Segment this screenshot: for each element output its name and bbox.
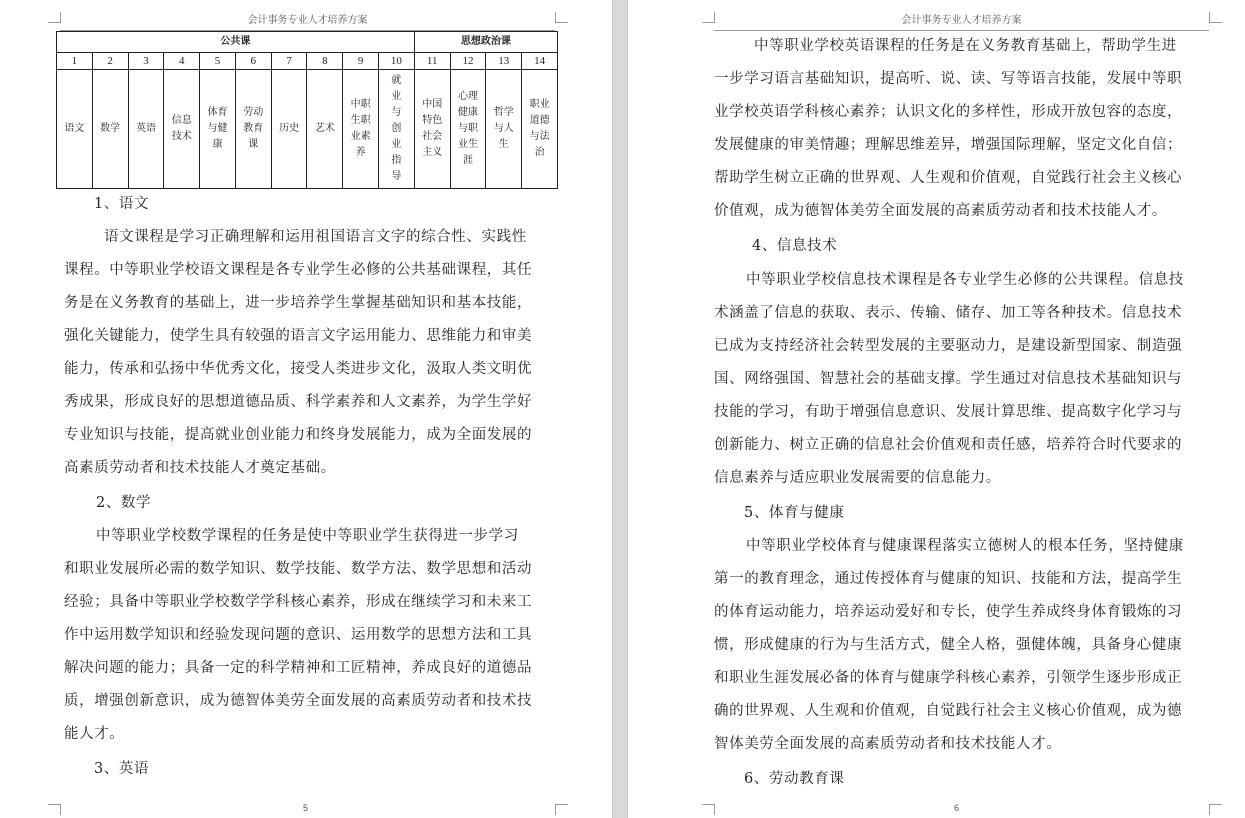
paragraph-line: 秀成果，形成良好的思想道德品质、科学素养和人文素养，为学生学好 xyxy=(64,394,533,410)
course-name-cell: 劳动教育课 xyxy=(243,107,264,150)
section-heading-english: 3、英语 xyxy=(94,761,150,777)
course-name-cell: 英语 xyxy=(135,123,156,134)
table-num-cell: 13 xyxy=(486,53,522,70)
table-num-cell: 6 xyxy=(235,53,271,70)
crop-mark-top-right xyxy=(1209,12,1222,23)
table-num-cell: 8 xyxy=(307,53,343,70)
section-heading-labor-edu: 6、劳动教育课 xyxy=(744,771,845,787)
table-num-cell: 2 xyxy=(92,53,128,70)
paragraph-line: 中等职业学校数学课程的任务是使中等职业学生获得进一步学习 xyxy=(96,528,519,544)
paragraph-line: 的体育运动能力，培养运动爱好和专长，使学生养成终身体育锻炼的习 xyxy=(714,604,1183,620)
course-name-cell: 就业与创业指导 xyxy=(391,75,402,182)
table-num-cell: 11 xyxy=(414,53,450,70)
paragraph-line: 高素质劳动者和技术技能人才奠定基础。 xyxy=(64,460,336,476)
paragraph-line: 一步学习语言基础知识，提高听、说、读、写等语言技能，发展中等职 xyxy=(714,71,1183,87)
course-name-cell: 数学 xyxy=(100,123,121,134)
crop-mark-top-right xyxy=(555,12,568,23)
paragraph-line: 价值观，成为德智体美劳全面发展的高素质劳动者和技术技能人才。 xyxy=(714,203,1167,219)
paragraph-line: 务是在义务教育的基础上，进一步培养学生掌握基础知识和基本技能， xyxy=(64,295,533,311)
paragraph-line: 帮助学生树立正确的世界观、人生观和价值观，自觉践行社会主义核心 xyxy=(714,170,1183,186)
course-name-cell: 历史 xyxy=(279,123,300,134)
section-heading-info-tech: 4、信息技术 xyxy=(752,238,838,254)
paragraph-line: 语文课程是学习正确理解和运用祖国语言文字的综合性、实践性 xyxy=(104,229,527,245)
crop-mark-bottom-left xyxy=(48,804,61,815)
page-number: 5 xyxy=(303,803,309,813)
course-name-cell: 艺术 xyxy=(314,123,335,134)
course-name-cell: 语文 xyxy=(64,123,85,134)
paragraph-line: 中等职业学校英语课程的任务是在义务教育基础上，帮助学生进 xyxy=(754,38,1177,54)
table-num-cell: 10 xyxy=(379,53,415,70)
paragraph-line: 中等职业学校信息技术课程是各专业学生必修的公共课程。信息技 xyxy=(746,272,1184,288)
course-name-cell: 心理健康与职业生涯 xyxy=(457,91,478,166)
paragraph-line: 质，增强创新意识，成为德智体美劳全面发展的高素质劳动者和技术技 xyxy=(64,693,533,709)
table-group-politics: 思想政治课 xyxy=(414,32,557,53)
section-heading-chinese: 1、语文 xyxy=(94,196,150,212)
paragraph-line: 课程。中等职业学校语文课程是各专业学生必修的公共基础课程，其任 xyxy=(64,262,533,278)
paragraph-line: 创新能力、树立正确的信息社会价值观和责任感，培养符合时代要求的 xyxy=(714,437,1183,453)
table-num-cell: 5 xyxy=(200,53,236,70)
page-number: 6 xyxy=(954,803,960,813)
paragraph-line: 惯，形成健康的行为与生活方式，健全人格，强健体魄，具备身心健康 xyxy=(714,637,1183,653)
paragraph-line: 确的世界观、人生观和价值观，自觉践行社会主义核心价值观，成为德 xyxy=(714,703,1183,719)
paragraph-line: 作中运用数学知识和经验发现问题的意识、运用数学的思想方法和工具 xyxy=(64,627,533,643)
document-page-6 xyxy=(628,0,1245,818)
course-name-cell: 信息技术 xyxy=(171,115,192,142)
crop-mark-bottom-right xyxy=(1209,804,1222,815)
paragraph-line: 和职业生涯发展必备的体育与健康学科核心素养，引领学生逐步形成正 xyxy=(714,670,1183,686)
table-num-cell: 12 xyxy=(450,53,486,70)
crop-mark-bottom-left xyxy=(702,804,715,815)
paragraph-line: 经验；具备中等职业学校数学学科核心素养，形成在继续学习和未来工 xyxy=(64,594,533,610)
paragraph-line: 能力，传承和弘扬中华优秀文化，接受人类进步文化，汲取人类文明优 xyxy=(64,361,533,377)
page-header: 会计事务专业人才培养方案 xyxy=(60,12,555,31)
paragraph-line: 专业知识与技能，提高就业创业能力和终身发展能力，成为全面发展的 xyxy=(64,427,533,443)
paragraph-line: 智体美劳全面发展的高素质劳动者和技术技能人才。 xyxy=(714,736,1062,752)
paragraph-line: 术涵盖了信息的获取、表示、传输、储存、加工等各种技术。信息技术 xyxy=(714,305,1183,321)
paragraph-line: 中等职业学校体育与健康课程落实立德树人的根本任务，坚持健康 xyxy=(746,538,1184,554)
page-header: 会计事务专业人才培养方案 xyxy=(714,12,1209,31)
table-num-cell: 1 xyxy=(57,53,93,70)
paragraph-line: 业学校英语学科核心素养；认识文化的多样性，形成开放包容的态度， xyxy=(714,104,1183,120)
table-num-cell: 3 xyxy=(128,53,164,70)
crop-mark-bottom-right xyxy=(555,804,568,815)
paragraph-line: 强化关键能力，使学生具有较强的语言文字运用能力、思维能力和审美 xyxy=(64,328,533,344)
course-table xyxy=(56,31,558,189)
course-name-cell: 体育与健康 xyxy=(207,107,228,150)
table-num-cell: 9 xyxy=(343,53,379,70)
section-heading-pe-health: 5、体育与健康 xyxy=(744,505,845,521)
paragraph-line: 能人才。 xyxy=(64,726,125,742)
section-heading-math: 2、数学 xyxy=(96,495,152,511)
paragraph-line: 已成为支持经济社会转型发展的主要驱动力，是建设新型国家、制造强 xyxy=(714,338,1183,354)
course-name-cell: 职业道德与法治 xyxy=(529,99,550,158)
paragraph-line: 技能的学习，有助于增强信息意识、发展计算思维、提高数字化学习与 xyxy=(714,404,1183,420)
course-name-cell: 中国特色社会主义 xyxy=(422,99,443,158)
paragraph-line: 和职业发展所必需的数学知识、数学技能、数学方法、数学思想和活动 xyxy=(64,561,533,577)
course-name-cell: 中职生职业素养 xyxy=(350,99,371,158)
document-page-5 xyxy=(0,0,612,818)
course-name-cell: 哲学与人生 xyxy=(493,107,514,150)
table-num-cell: 4 xyxy=(164,53,200,70)
paragraph-line: 第一的教育理念，通过传授体育与健康的知识、技能和方法，提高学生 xyxy=(714,571,1183,587)
page-gap xyxy=(612,0,628,818)
paragraph-line: 解决问题的能力；具备一定的科学精神和工匠精神，养成良好的道德品 xyxy=(64,660,533,676)
paragraph-line: 发展健康的审美情趣；理解思维差异，增强国际理解，坚定文化自信； xyxy=(714,137,1183,153)
paragraph-line: 信息素养与适应职业发展需要的信息能力。 xyxy=(714,470,1001,486)
table-num-cell: 14 xyxy=(522,53,558,70)
table-group-public: 公共课 xyxy=(57,32,415,53)
table-num-cell: 7 xyxy=(271,53,307,70)
paragraph-line: 国、网络强国、智慧社会的基础支撑。学生通过对信息技术基础知识与 xyxy=(714,371,1183,387)
